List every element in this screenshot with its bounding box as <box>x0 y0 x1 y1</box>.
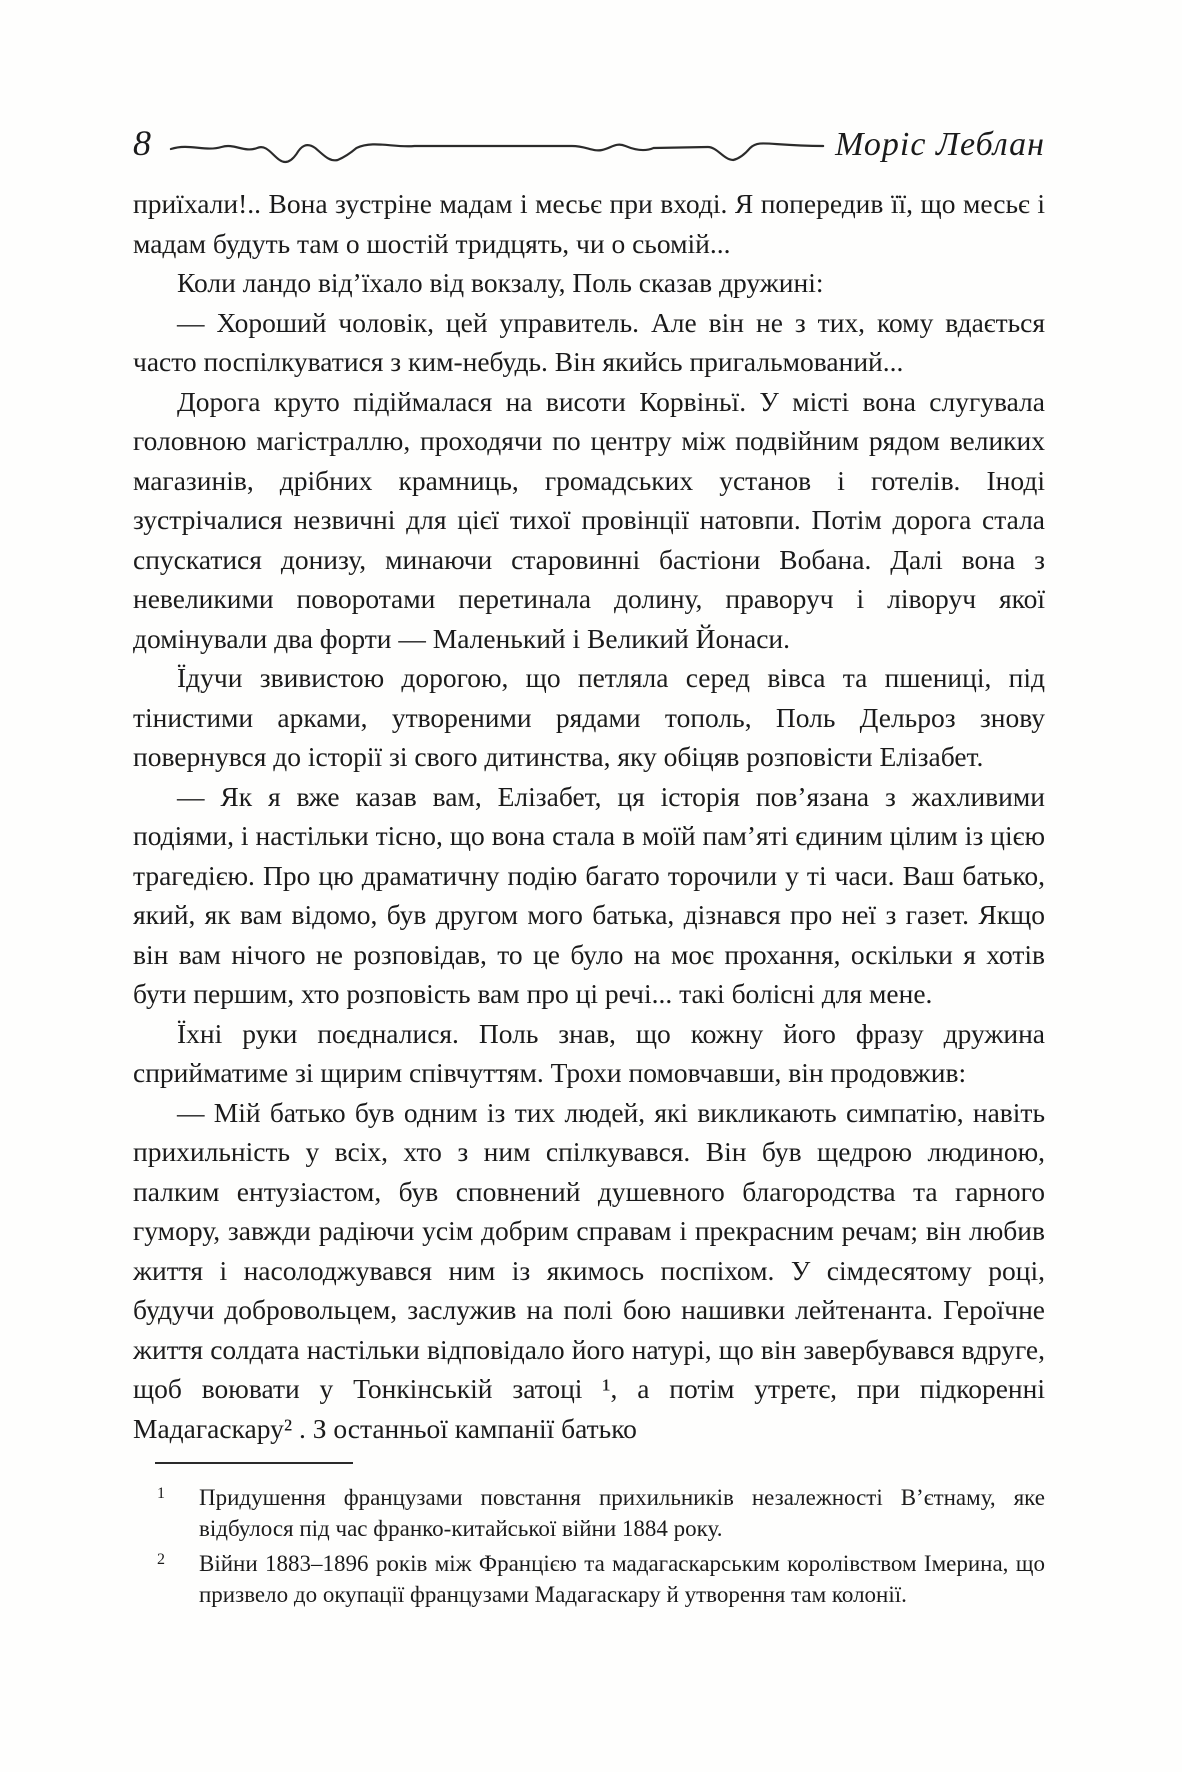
paragraph: приїхали!.. Вона зустріне мадам і месьє при вході. Я попередив її, що месьє і мадам будуть там о шостій тридцять, чи о сьомій... <box>133 188 1045 259</box>
running-header <box>133 112 1045 182</box>
paragraph: Дорога круто підіймалася на висоти Корвіньї. У місті вона слугувала головною магістраллю, проходячи по центру між подвійним рядом великих магазинів, дрібних крамниць, громадських установ і готелів. Іноді зустрічалися незвичні для цієї тихої провінції натовпи. Потім дорога стала спускатися донизу, минаючи старовинні бастіони Вобана. Далі вона з невеликими поворотами перетинала долину, праворуч і ліворуч якої домінували два форти — Маленький і Великий Йонаси. <box>133 385 1045 654</box>
paragraph: Їдучи звивистою дорогою, що петляла серед вівса та пшениці, під тінистими арками, утвореними рядами тополь, Поль Дельроз знову повернувся до історії зі свого дитинства, яку обіцяв розповісти Елізабет. <box>133 662 1045 772</box>
paragraph-dialogue: — Як я вже казав вам, Елізабет, ця історія пов’язана з жахливими подіями, і настільки тісно, що вона стала в моїй пам’яті єдиним цілим із цією трагедією. Про цю драматичну подію багато торочили у ті часи. Ваш батько, який, як вам відомо, був другом мого батька, дізнався про неї з газет. Якщо він вам нічого не розповідав, то це було на моє прохання, оскільки я хотів бути першим, хто розповість вам про ці речі... такі болісні для мене. <box>133 780 1045 1009</box>
running-head-author: Моріс Леблан <box>835 126 1045 163</box>
footnote-item <box>133 1548 1045 1610</box>
footnote-marker: 2 <box>157 1551 165 1568</box>
footnote-item <box>133 1482 1045 1544</box>
footnote-text: Придушення французами повстання прихильників незалежності В’єтнаму, яке відбулося під час франко-китайської війни 1884 року. <box>199 1485 1045 1541</box>
footnotes-section <box>133 1462 1045 1614</box>
footnote-text: Війни 1883–1896 років між Францією та мадагаскарським королівством Імерина, що призвело до окупації французами Мадагаскару й утворення там колонії. <box>199 1551 1045 1607</box>
footnote-marker: 1 <box>157 1485 165 1502</box>
footnote-separator-rule <box>155 1462 353 1464</box>
body-text <box>133 184 1045 1448</box>
paragraph-dialogue: — Хороший чоловік, цей управитель. Але він не з тих, кому вдається часто поспілкуватися з ким-небудь. Він якийсь пригальмований... <box>133 306 1045 377</box>
paragraph-dialogue: — Мій батько був одним із тих людей, які викликають симпатію, навіть прихильність у всіх, хто з ним спілкувався. Він був щедрою людиною, палким ентузіастом, був сповнений душевного благородства та гарного гумору, завжди радіючи усім добрим справам і прекрасним речам; він любив життя і насолоджувався ним із якимось поспіхом. У сімдесятому році, будучи добровольцем, заслужив на полі бою нашивки лейтенанта. Героїчне життя солдата настільки відповідало його натурі, що він завербувався вдруге, щоб воювати у Тонкінській затоці ¹, а потім утретє, при підкоренні Мадагаскару² . З останньої кампанії батько <box>133 1096 1045 1444</box>
decorative-flourish-line <box>169 125 825 169</box>
paragraph: Коли ландо від’їхало від вокзалу, Поль сказав дружині: <box>177 267 824 298</box>
page-number: 8 <box>133 123 151 163</box>
paragraph: Їхні руки поєдналися. Поль знав, що кожну його фразу дружина сприйматиме зі щирим співчуттям. Трохи помовчавши, він продовжив: <box>133 1017 1045 1088</box>
